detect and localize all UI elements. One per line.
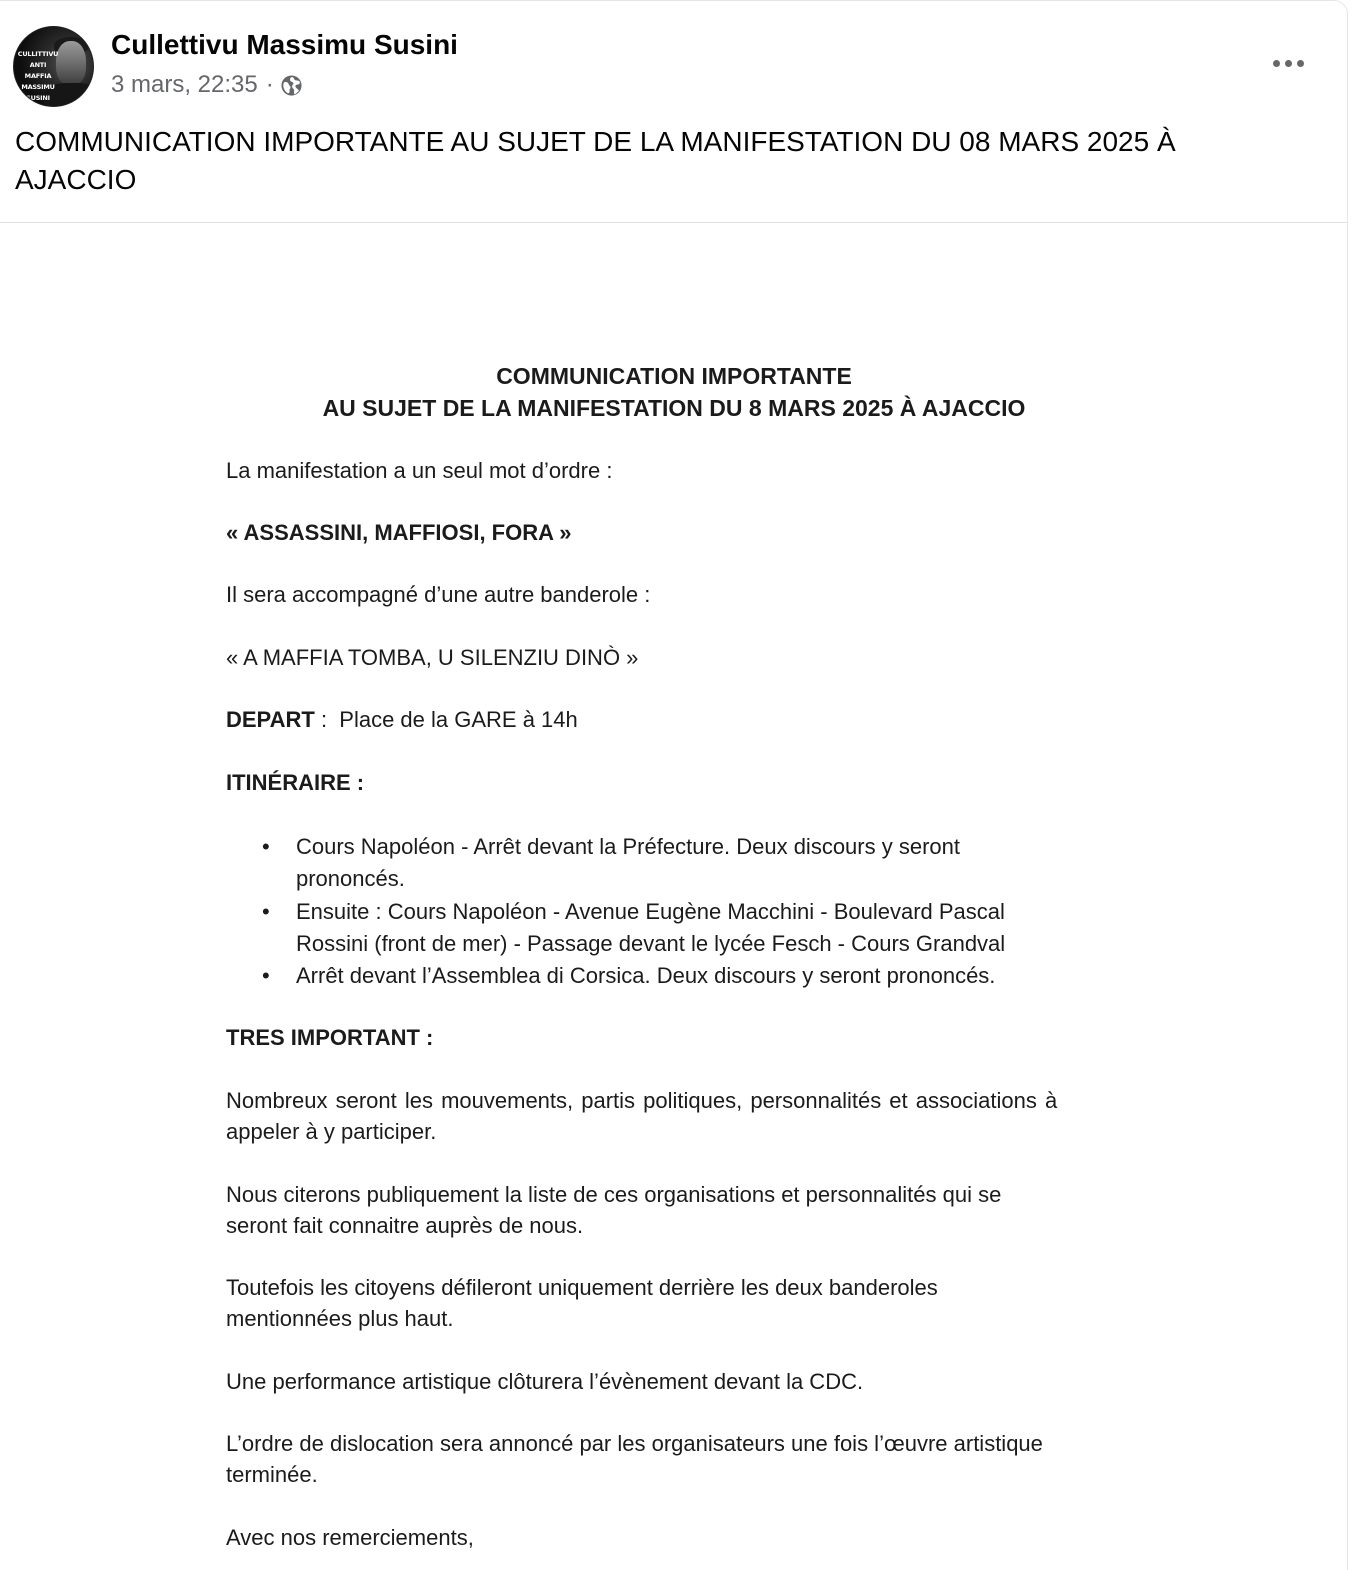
meta-separator: · xyxy=(265,71,274,98)
post-text xyxy=(15,123,1315,199)
document-slogan-2: « A MAFFIA TOMBA, U SILENZIU DINÒ » xyxy=(226,645,639,670)
itinerary-label: ITINÉRAIRE : xyxy=(226,770,365,795)
paragraph-line: terminée. xyxy=(226,1462,318,1487)
document-paragraph-1 xyxy=(226,1085,1126,1147)
globe-icon[interactable] xyxy=(280,74,303,97)
bullet-glyph: • xyxy=(262,963,270,988)
document-intro: La manifestation a un seul mot d’ordre : xyxy=(226,458,613,483)
post-timestamp[interactable]: 3 mars, 22:35 xyxy=(111,71,258,98)
paragraph-line: Toutefois les citoyens défileront uniquement derrière les deux banderoles xyxy=(226,1275,938,1300)
itinerary-item xyxy=(296,831,1086,894)
post-text-line-1: COMMUNICATION IMPORTANTE AU SUJET DE LA MANIFESTATION DU 08 MARS 2025 À xyxy=(15,126,1176,157)
paragraph-line: Nous citerons publiquement la liste de ces organisations et personnalités qui se xyxy=(226,1182,1002,1207)
paragraph-line: L’ordre de dislocation sera annoncé par les organisateurs une fois l’œuvre artistique xyxy=(226,1431,1043,1456)
itinerary-item xyxy=(296,896,1086,959)
document-paragraph-5 xyxy=(226,1428,1126,1490)
more-dot xyxy=(1297,60,1304,67)
more-options-button[interactable] xyxy=(1264,49,1312,77)
paragraph-line: seront fait connaitre auprès de nous. xyxy=(226,1213,584,1238)
document-paragraph-4: Une performance artistique clôturera l’évènement devant la CDC. xyxy=(226,1369,864,1394)
document-title-line-2: AU SUJET DE LA MANIFESTATION DU 8 MARS 2025 À AJACCIO xyxy=(322,395,1026,421)
bullet-glyph: • xyxy=(262,899,270,924)
avatar-logo-text xyxy=(16,49,60,104)
itinerary-item-line: Rossini (front de mer) - Passage devant le lycée Fesch - Cours Grandval xyxy=(296,930,1006,956)
post-meta xyxy=(111,71,303,99)
important-label: TRES IMPORTANT : xyxy=(226,1025,434,1050)
itinerary-item-line: Cours Napoléon - Arrêt devant la Préfecture. Deux discours y seront xyxy=(296,834,960,859)
depart-value: : Place de la GARE à 14h xyxy=(314,707,578,732)
more-dot xyxy=(1285,60,1292,67)
document-depart xyxy=(226,704,1126,735)
more-dot xyxy=(1273,60,1280,67)
document-title-line-1: COMMUNICATION IMPORTANTE xyxy=(496,363,852,389)
document-banner-intro: Il sera accompagné d’une autre banderole : xyxy=(226,582,651,607)
depart-label: DEPART xyxy=(226,707,315,732)
avatar-text-line: SUSINI xyxy=(26,94,50,102)
document-paragraph-2 xyxy=(226,1179,1126,1241)
author-name[interactable]: Cullettivu Massimu Susini xyxy=(111,29,458,60)
itinerary-item-line: Arrêt devant l’Assemblea di Corsica. Deux discours y seront prononcés. xyxy=(296,963,996,988)
itinerary-item-line: prononcés. xyxy=(296,865,405,891)
avatar-text-line: MASSIMU xyxy=(21,83,55,91)
avatar[interactable] xyxy=(13,26,94,107)
paragraph-line: mentionnées plus haut. xyxy=(226,1306,454,1331)
post-text-line-2: AJACCIO xyxy=(15,164,137,195)
avatar-face xyxy=(56,41,86,85)
document-slogan-1: « ASSASSINI, MAFFIOSI, FORA » xyxy=(226,520,572,545)
document-closing: Avec nos remerciements, xyxy=(226,1525,474,1550)
bullet-glyph: • xyxy=(262,834,270,859)
post-header xyxy=(0,1,1347,111)
itinerary-item-line: Ensuite : Cours Napoléon - Avenue Eugène Macchini - Boulevard Pascal xyxy=(296,899,1005,924)
itinerary-item xyxy=(296,960,1086,992)
avatar-text-line: CULLITTIVU xyxy=(17,50,59,58)
avatar-text-line: ANTI MAFFIA xyxy=(24,61,52,80)
paragraph-line: appeler à y participer. xyxy=(226,1119,437,1144)
document-paragraph-3 xyxy=(226,1272,1126,1334)
attached-document-image[interactable] xyxy=(0,223,1347,1570)
paragraph-line: Nombreux seront les mouvements, partis politiques, personnalités et associations à xyxy=(226,1088,1058,1113)
